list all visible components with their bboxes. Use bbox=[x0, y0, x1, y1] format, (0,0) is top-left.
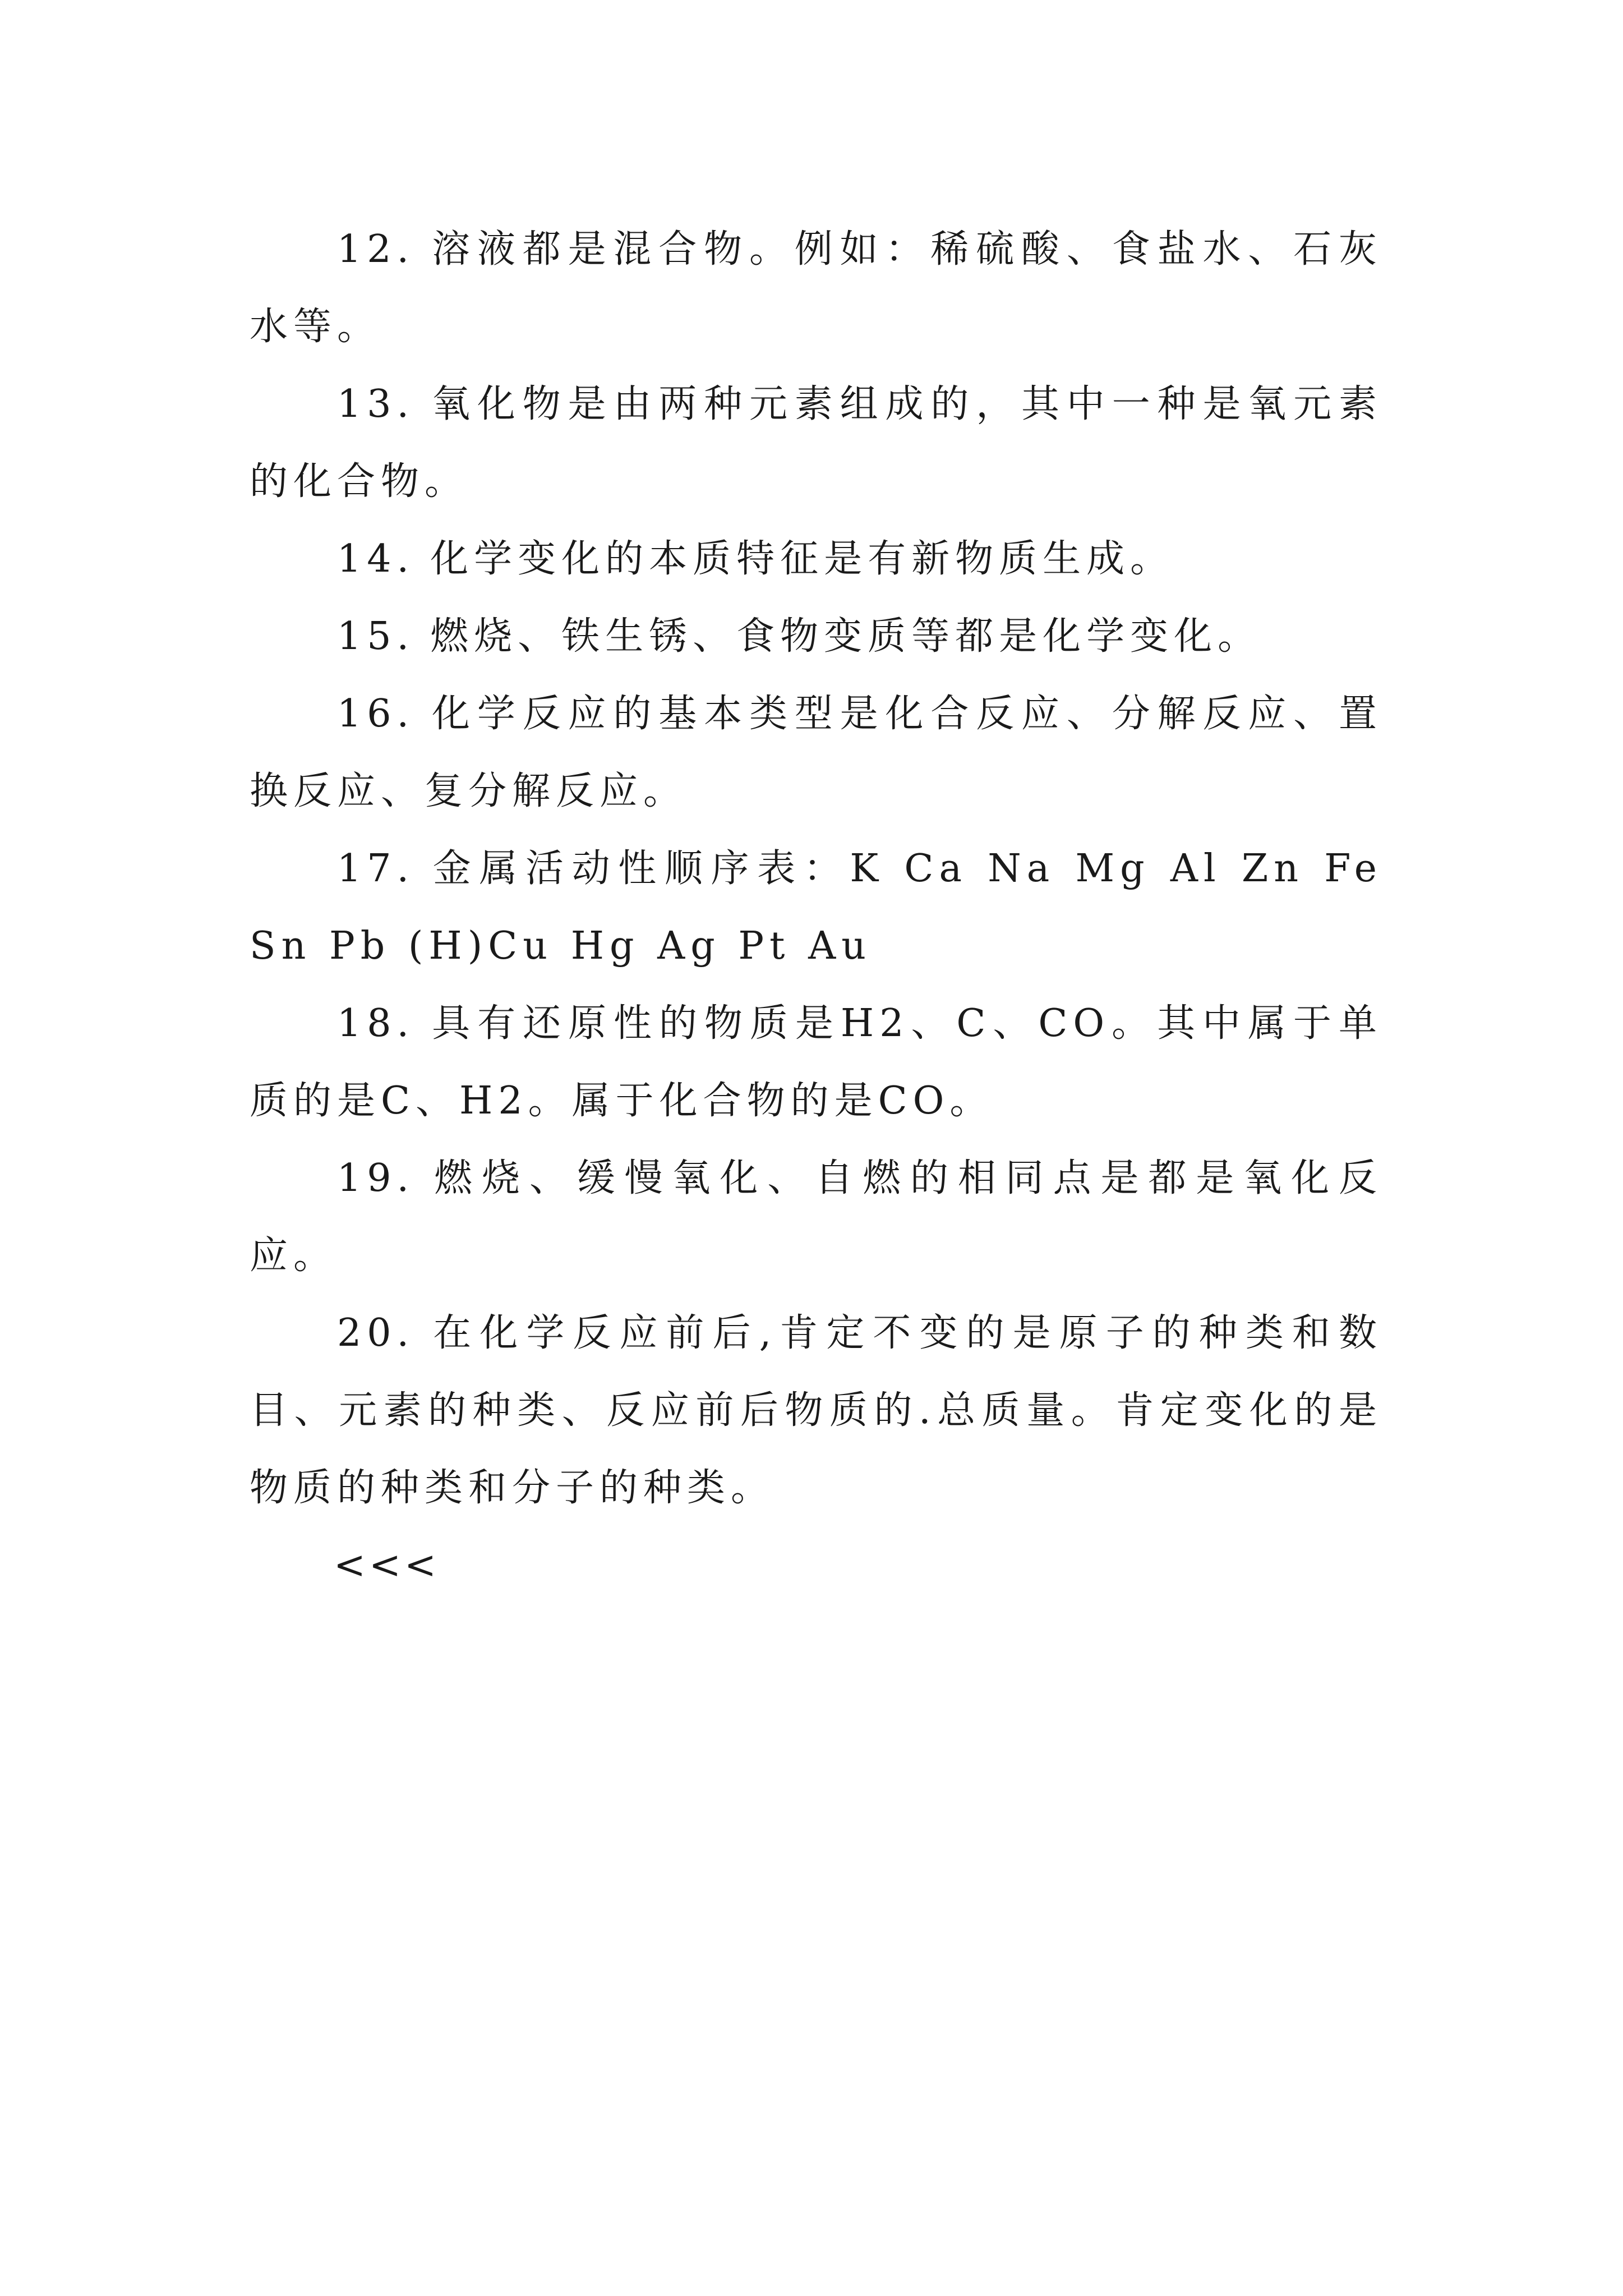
item-text: 溶液都是混合物。例如：稀硫酸、食盐水、石灰水等。 bbox=[250, 227, 1382, 349]
item-number: 13. bbox=[337, 382, 415, 426]
list-item-15 bbox=[250, 598, 1382, 675]
list-item-19 bbox=[250, 1140, 1382, 1295]
item-number: 16. bbox=[337, 692, 415, 736]
item-text: 化学变化的本质特征是有新物质生成。 bbox=[430, 537, 1174, 581]
item-text: 化学反应的基本类型是化合反应、分解反应、置换反应、复分解反应。 bbox=[250, 692, 1382, 813]
list-item-12 bbox=[250, 211, 1382, 366]
item-number: 15. bbox=[337, 614, 415, 659]
item-number: 12. bbox=[337, 227, 415, 272]
item-number: 19. bbox=[337, 1156, 415, 1200]
item-text: 氧化物是由两种元素组成的，其中一种是氧元素的化合物。 bbox=[250, 382, 1382, 504]
tail-marker: <<< bbox=[334, 1543, 440, 1588]
list-item-14 bbox=[250, 521, 1382, 598]
item-number: 14. bbox=[337, 537, 415, 581]
list-item-16 bbox=[250, 675, 1382, 830]
list-item-18 bbox=[250, 985, 1382, 1140]
item-number: 20. bbox=[337, 1311, 415, 1355]
item-text: 金属活动性顺序表：K Ca Na Mg Al Zn Fe Sn Pb (H)Cu Hg Ag Pt Au bbox=[250, 846, 1382, 968]
item-text: 在化学反应前后,肯定不变的是原子的种类和数目、元素的种类、反应前后物质的.总质量。肯定变化的是物质的种类和分子的种类。 bbox=[250, 1311, 1382, 1510]
list-item-13 bbox=[250, 366, 1382, 521]
item-text: 燃烧、铁生锈、食物变质等都是化学变化。 bbox=[430, 614, 1262, 659]
item-number: 17. bbox=[337, 846, 415, 891]
item-text: 燃烧、缓慢氧化、自燃的相同点是都是氧化反应。 bbox=[250, 1156, 1382, 1278]
item-number: 18. bbox=[337, 1001, 415, 1046]
list-item-20 bbox=[250, 1295, 1382, 1527]
document-body bbox=[250, 211, 1382, 1604]
list-item-17 bbox=[250, 830, 1382, 985]
item-text: 具有还原性的物质是H2、C、CO。其中属于单质的是C、H2。属于化合物的是CO。 bbox=[250, 1001, 1382, 1123]
